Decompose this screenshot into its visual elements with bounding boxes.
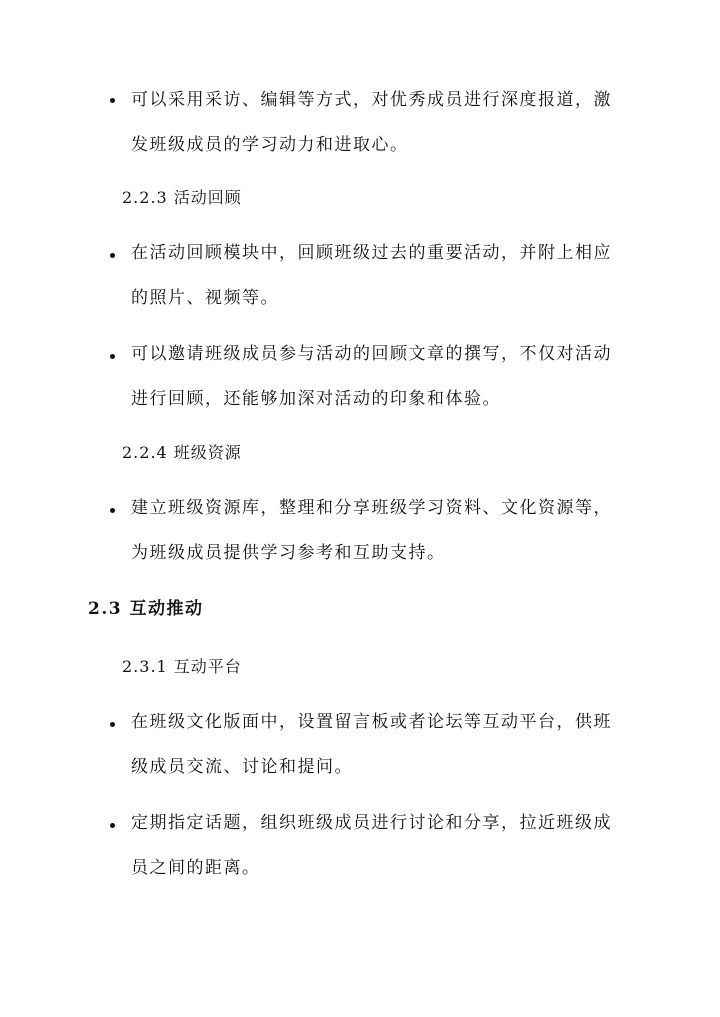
bullet-dot-icon (110, 253, 115, 258)
bullet-line: 级成员交流、讨论和提问。 (131, 757, 353, 777)
subheading-2-2-4: 2.2.4 班级资源 (122, 443, 242, 462)
bullet-line: 发班级成员的学习动力和进取心。 (131, 135, 409, 155)
bullet-dot-icon (110, 98, 115, 103)
bullet-dot-icon (110, 823, 115, 828)
bullet-line: 为班级成员提供学习参考和互助支持。 (131, 543, 446, 563)
bullet-line: 进行回顾，还能够加深对活动的印象和体验。 (131, 389, 501, 409)
bullet-line: 在活动回顾模块中，回顾班级过去的重要活动，并附上相应 (131, 243, 612, 263)
bullet-line: 的照片、视频等。 (131, 288, 279, 308)
bullet-dot-icon (110, 508, 115, 513)
bullet-dot-icon (110, 722, 115, 727)
bullet-dot-icon (110, 354, 115, 359)
bullet-line: 可以采用采访、编辑等方式，对优秀成员进行深度报道，激 (131, 90, 612, 110)
bullet-line: 建立班级资源库，整理和分享班级学习资料、文化资源等， (131, 498, 612, 518)
bullet-line: 在班级文化版面中，设置留言板或者论坛等互动平台，供班 (131, 712, 612, 732)
section-heading-2-3: 2.3 互动推动 (88, 599, 204, 619)
bullet-line: 定期指定话题，组织班级成员进行讨论和分享，拉近班级成 (131, 813, 612, 833)
bullet-line: 可以邀请班级成员参与活动的回顾文章的撰写，不仅对活动 (131, 344, 612, 364)
subheading-2-2-3: 2.2.3 活动回顾 (122, 188, 242, 207)
bullet-line: 员之间的距离。 (131, 858, 261, 878)
subheading-2-3-1: 2.3.1 互动平台 (122, 657, 242, 676)
